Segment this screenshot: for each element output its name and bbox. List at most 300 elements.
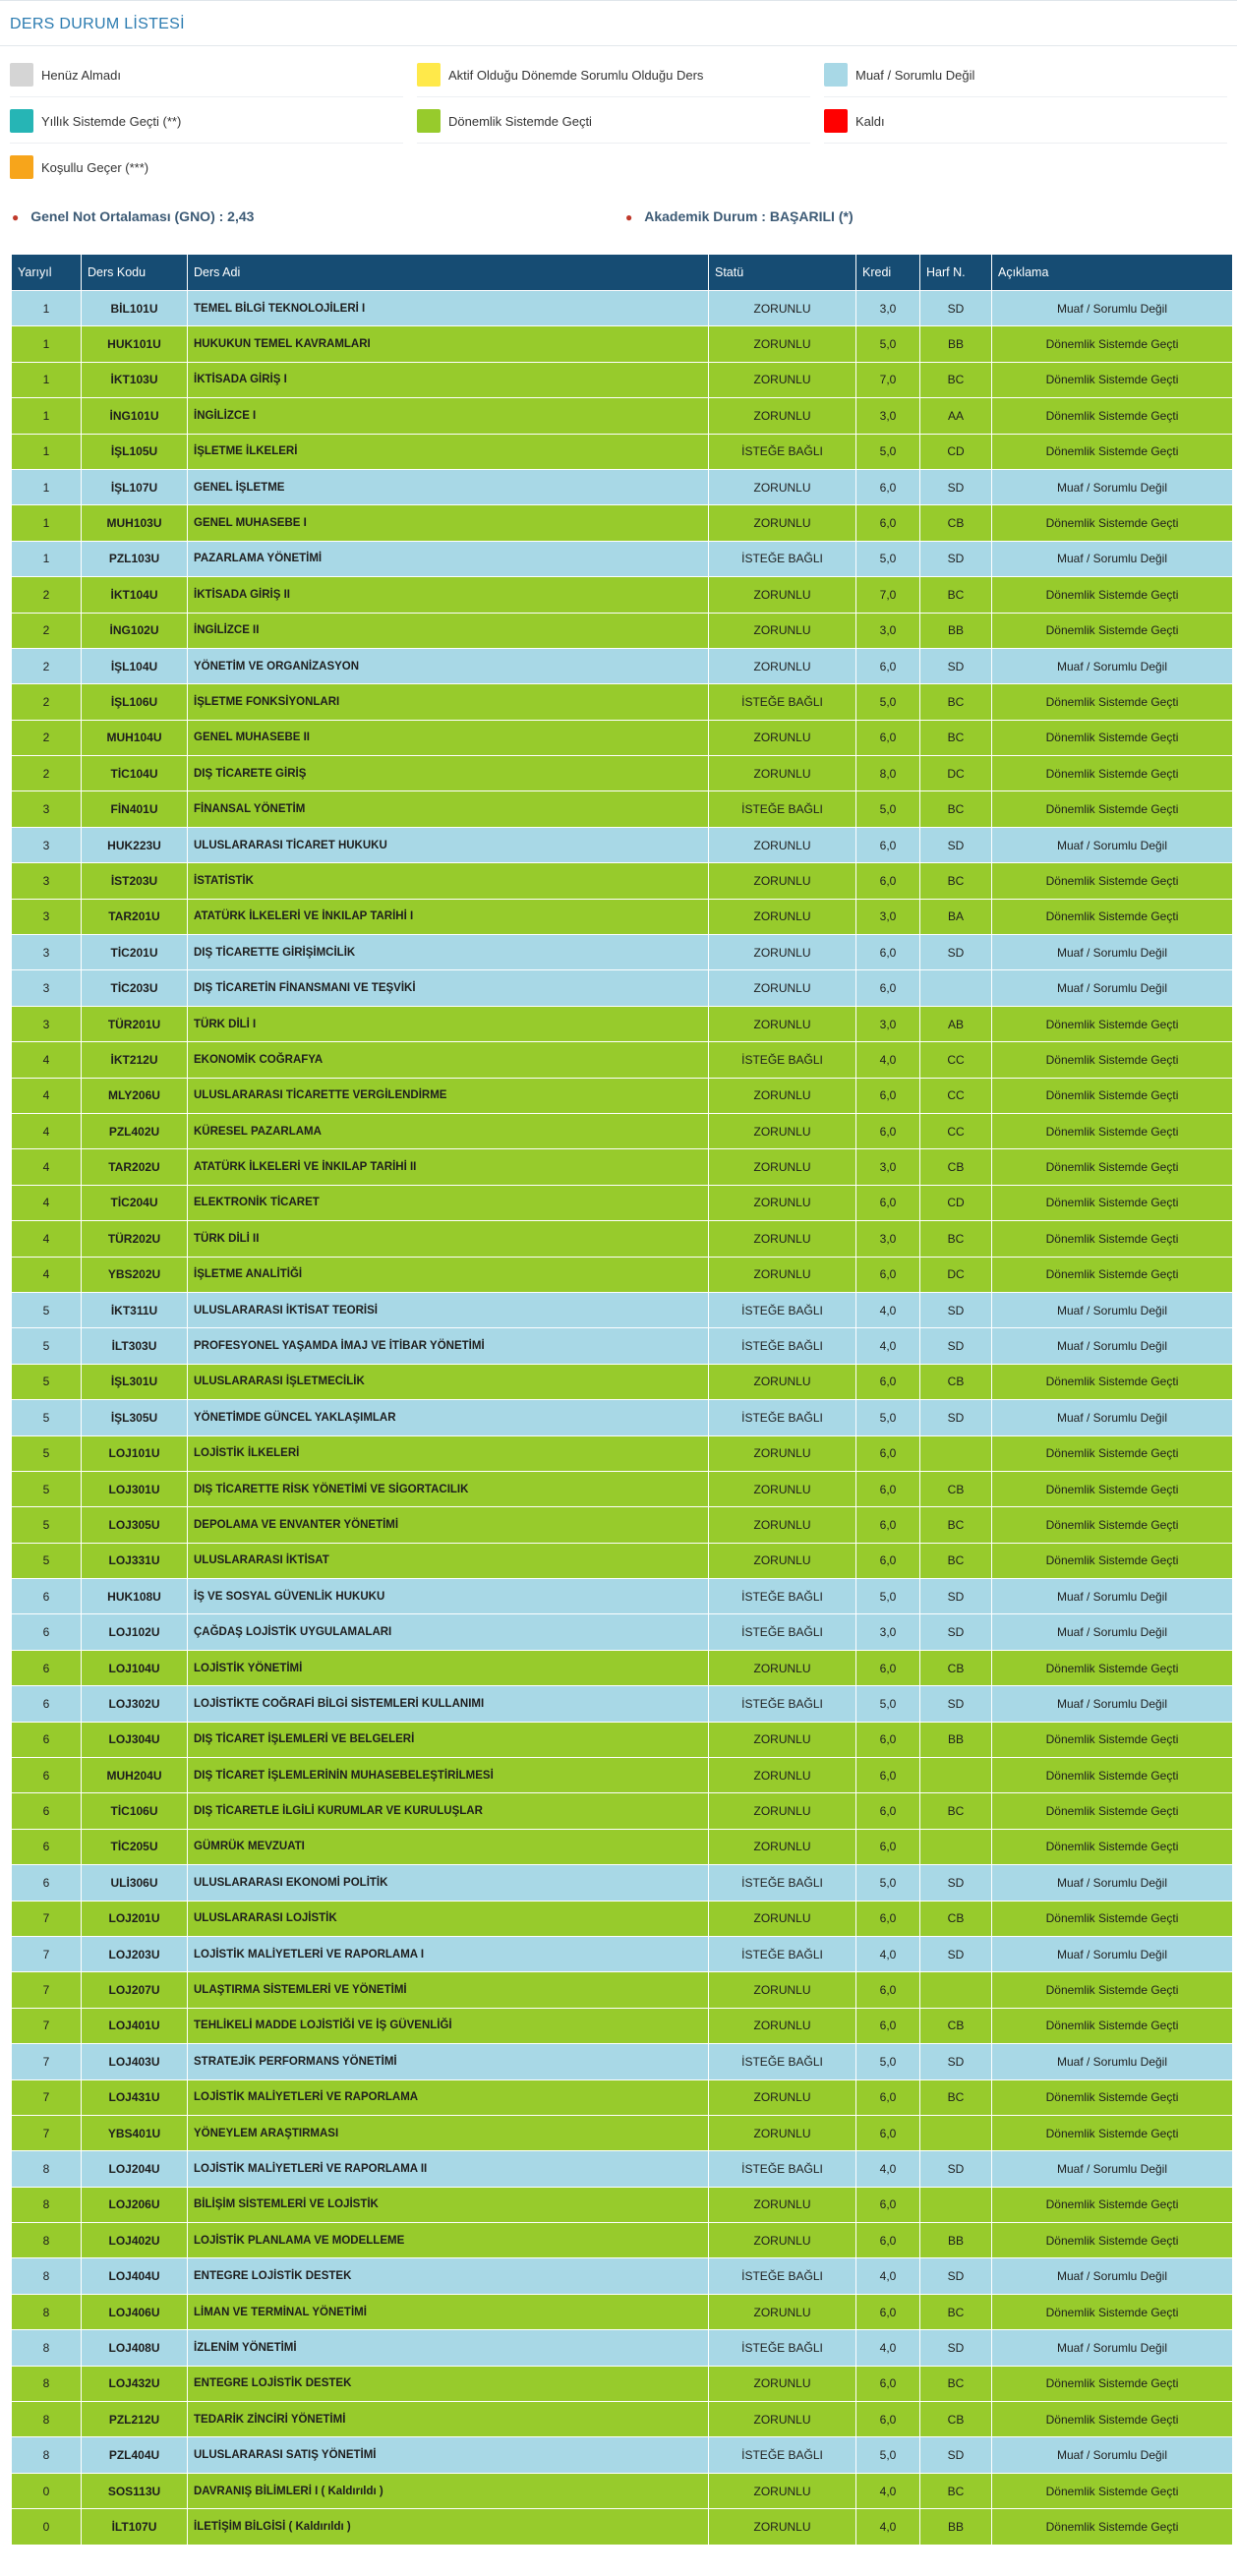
cell-letter-grade: BC	[920, 684, 992, 720]
table-row[interactable]	[12, 434, 1233, 469]
cell-letter-grade: CC	[920, 1113, 992, 1148]
cell-semester: 6	[12, 1614, 82, 1650]
table-row[interactable]	[12, 1221, 1233, 1257]
cell-status: ZORUNLU	[709, 756, 856, 791]
table-row[interactable]	[12, 2402, 1233, 2437]
legend-divider	[417, 143, 810, 144]
cell-semester: 5	[12, 1471, 82, 1506]
cell-credit: 6,0	[856, 1471, 920, 1506]
cell-semester: 2	[12, 756, 82, 791]
legend-label: Muaf / Sorumlu Değil	[855, 67, 975, 83]
cell-course-name: EKONOMİK COĞRAFYA	[188, 1042, 709, 1078]
top-divider	[0, 0, 1237, 1]
cell-course-name: LOJİSTİK MALİYETLERİ VE RAPORLAMA I	[188, 1936, 709, 1971]
col-header-course-code[interactable]: Ders Kodu	[82, 255, 188, 291]
cell-credit: 4,0	[856, 2330, 920, 2366]
cell-description: Dönemlik Sistemde Geçti	[992, 577, 1233, 613]
cell-description: Muaf / Sorumlu Değil	[992, 2151, 1233, 2187]
cell-semester: 5	[12, 1543, 82, 1578]
table-row[interactable]	[12, 1042, 1233, 1078]
cell-credit: 6,0	[856, 1829, 920, 1864]
cell-description: Muaf / Sorumlu Değil	[992, 1292, 1233, 1327]
table-row[interactable]	[12, 1972, 1233, 2008]
cell-course-code: LOJ207U	[82, 1972, 188, 2008]
cell-status: ZORUNLU	[709, 2223, 856, 2258]
cell-status: ZORUNLU	[709, 1435, 856, 1471]
cell-credit: 4,0	[856, 1042, 920, 1078]
legend-item-exempt	[824, 63, 974, 87]
cell-status: ZORUNLU	[709, 2187, 856, 2222]
cell-description: Dönemlik Sistemde Geçti	[992, 1829, 1233, 1864]
cell-status: ZORUNLU	[709, 362, 856, 397]
cell-credit: 6,0	[856, 1078, 920, 1113]
cell-description: Muaf / Sorumlu Değil	[992, 469, 1233, 504]
legend-divider	[824, 143, 1227, 144]
cell-letter-grade: CB	[920, 1471, 992, 1506]
table-row[interactable]	[12, 935, 1233, 970]
cell-semester: 2	[12, 684, 82, 720]
table-row[interactable]	[12, 291, 1233, 326]
legend-label: Yıllık Sistemde Geçti (**)	[41, 113, 182, 129]
cell-course-name: ULUSLARARASI TİCARETTE VERGİLENDİRME	[188, 1078, 709, 1113]
cell-course-name: İŞLETME FONKSİYONLARI	[188, 684, 709, 720]
cell-letter-grade: BC	[920, 2294, 992, 2329]
cell-course-name: DEPOLAMA VE ENVANTER YÖNETİMİ	[188, 1507, 709, 1543]
cell-credit: 3,0	[856, 899, 920, 934]
table-row[interactable]	[12, 1471, 1233, 1506]
cell-course-code: İST203U	[82, 863, 188, 899]
cell-status: ZORUNLU	[709, 648, 856, 683]
cell-course-code: LOJ401U	[82, 2008, 188, 2043]
cell-credit: 5,0	[856, 2044, 920, 2079]
cell-course-code: İLT107U	[82, 2509, 188, 2545]
cell-letter-grade: SD	[920, 2044, 992, 2079]
cell-description: Muaf / Sorumlu Değil	[992, 2044, 1233, 2079]
cell-course-code: LOJ201U	[82, 1901, 188, 1936]
cell-course-name: HUKUKUN TEMEL KAVRAMLARI	[188, 326, 709, 362]
cell-credit: 6,0	[856, 2115, 920, 2150]
cell-letter-grade: BC	[920, 863, 992, 899]
legend-swatch	[10, 109, 33, 133]
table-row[interactable]	[12, 1722, 1233, 1757]
cell-status: İSTEĞE BAĞLI	[709, 1865, 856, 1901]
cell-status: ZORUNLU	[709, 1543, 856, 1578]
cell-credit: 6,0	[856, 1758, 920, 1793]
cell-course-name: DIŞ TİCARETİN FİNANSMANI VE TEŞVİKİ	[188, 970, 709, 1006]
cell-credit: 6,0	[856, 1507, 920, 1543]
cell-semester: 2	[12, 648, 82, 683]
table-row[interactable]	[12, 1793, 1233, 1829]
cell-letter-grade: BB	[920, 2223, 992, 2258]
cell-course-code: İNG102U	[82, 613, 188, 648]
cell-description: Dönemlik Sistemde Geçti	[992, 2223, 1233, 2258]
table-row[interactable]	[12, 970, 1233, 1006]
cell-course-name: İNGİLİZCE I	[188, 398, 709, 434]
cell-semester: 6	[12, 1686, 82, 1722]
cell-description: Dönemlik Sistemde Geçti	[992, 2509, 1233, 2545]
cell-credit: 5,0	[856, 1400, 920, 1435]
cell-semester: 7	[12, 1936, 82, 1971]
cell-status: ZORUNLU	[709, 1793, 856, 1829]
table-row[interactable]	[12, 1686, 1233, 1722]
table-row[interactable]	[12, 1865, 1233, 1901]
cell-letter-grade: CB	[920, 2008, 992, 2043]
cell-course-code: LOJ206U	[82, 2187, 188, 2222]
cell-semester: 1	[12, 362, 82, 397]
cell-description: Dönemlik Sistemde Geçti	[992, 2008, 1233, 2043]
cell-semester: 1	[12, 434, 82, 469]
table-row[interactable]	[12, 2008, 1233, 2043]
cell-status: ZORUNLU	[709, 2115, 856, 2150]
cell-course-name: YÖNETİM VE ORGANİZASYON	[188, 648, 709, 683]
table-header-row	[12, 255, 1233, 291]
cell-course-code: HUK223U	[82, 827, 188, 862]
cell-course-code: TİC205U	[82, 1829, 188, 1864]
table-row[interactable]	[12, 1328, 1233, 1364]
col-header-letter-grade[interactable]: Harf N.	[920, 255, 992, 291]
cell-course-code: İKT212U	[82, 1042, 188, 1078]
legend-label: Henüz Almadı	[41, 67, 121, 83]
cell-course-code: PZL212U	[82, 2402, 188, 2437]
legend-item-semester-passed	[417, 109, 592, 133]
cell-status: ZORUNLU	[709, 1006, 856, 1041]
table-row[interactable]	[12, 2115, 1233, 2150]
cell-description: Dönemlik Sistemde Geçti	[992, 2402, 1233, 2437]
cell-semester: 6	[12, 1758, 82, 1793]
cell-status: ZORUNLU	[709, 1113, 856, 1148]
table-row[interactable]	[12, 1579, 1233, 1614]
table-row[interactable]	[12, 756, 1233, 791]
cell-credit: 6,0	[856, 1113, 920, 1148]
legend-swatch	[824, 109, 848, 133]
legend-label: Aktif Olduğu Dönemde Sorumlu Olduğu Ders	[448, 67, 704, 83]
table-row[interactable]	[12, 1149, 1233, 1185]
cell-description: Dönemlik Sistemde Geçti	[992, 684, 1233, 720]
table-row[interactable]	[12, 863, 1233, 899]
cell-credit: 5,0	[856, 684, 920, 720]
table-row[interactable]	[12, 648, 1233, 683]
cell-course-code: MUH103U	[82, 505, 188, 541]
legend-item-not-taken	[10, 63, 121, 87]
cell-letter-grade: SD	[920, 827, 992, 862]
table-row[interactable]	[12, 1006, 1233, 1041]
cell-semester: 8	[12, 2402, 82, 2437]
cell-description: Muaf / Sorumlu Değil	[992, 648, 1233, 683]
cell-letter-grade: BA	[920, 899, 992, 934]
cell-course-code: TAR201U	[82, 899, 188, 934]
table-row[interactable]	[12, 505, 1233, 541]
legend-swatch	[824, 63, 848, 87]
table-row[interactable]	[12, 1614, 1233, 1650]
table-row[interactable]	[12, 720, 1233, 755]
cell-credit: 6,0	[856, 469, 920, 504]
cell-course-name: ÇAĞDAŞ LOJİSTİK UYGULAMALARI	[188, 1614, 709, 1650]
cell-course-name: ULUSLARARASI SATIŞ YÖNETİMİ	[188, 2437, 709, 2473]
cell-course-code: TÜR202U	[82, 1221, 188, 1257]
table-row[interactable]	[12, 2437, 1233, 2473]
table-row[interactable]	[12, 1936, 1233, 1971]
cell-semester: 1	[12, 541, 82, 576]
table-row[interactable]	[12, 2294, 1233, 2329]
cell-description: Muaf / Sorumlu Değil	[992, 970, 1233, 1006]
table-row[interactable]	[12, 541, 1233, 576]
col-header-credit[interactable]: Kredi	[856, 255, 920, 291]
cell-course-code: HUK108U	[82, 1579, 188, 1614]
cell-description: Dönemlik Sistemde Geçti	[992, 1113, 1233, 1148]
cell-letter-grade	[920, 1829, 992, 1864]
cell-course-name: PAZARLAMA YÖNETİMİ	[188, 541, 709, 576]
cell-course-code: LOJ404U	[82, 2258, 188, 2294]
legend-item-failed	[824, 109, 885, 133]
cell-course-name: YÖNETİMDE GÜNCEL YAKLAŞIMLAR	[188, 1400, 709, 1435]
cell-letter-grade: CD	[920, 1185, 992, 1220]
cell-description: Dönemlik Sistemde Geçti	[992, 505, 1233, 541]
table-row[interactable]	[12, 1901, 1233, 1936]
cell-credit: 3,0	[856, 398, 920, 434]
table-row[interactable]	[12, 2509, 1233, 2545]
cell-letter-grade: SD	[920, 2151, 992, 2187]
table-row[interactable]	[12, 1543, 1233, 1578]
cell-semester: 6	[12, 1793, 82, 1829]
cell-credit: 7,0	[856, 577, 920, 613]
table-row[interactable]	[12, 827, 1233, 862]
cell-status: ZORUNLU	[709, 1471, 856, 1506]
cell-status: ZORUNLU	[709, 2473, 856, 2508]
cell-credit: 6,0	[856, 2366, 920, 2401]
col-header-description[interactable]: Açıklama	[992, 255, 1233, 291]
table-row[interactable]	[12, 469, 1233, 504]
table-row[interactable]	[12, 326, 1233, 362]
cell-credit: 5,0	[856, 541, 920, 576]
table-row[interactable]	[12, 1364, 1233, 1399]
table-row[interactable]	[12, 1758, 1233, 1793]
cell-course-code: İKT103U	[82, 362, 188, 397]
cell-credit: 6,0	[856, 1185, 920, 1220]
cell-course-code: PZL103U	[82, 541, 188, 576]
table-row[interactable]	[12, 2473, 1233, 2508]
table-row[interactable]	[12, 577, 1233, 613]
cell-credit: 7,0	[856, 362, 920, 397]
cell-semester: 8	[12, 2294, 82, 2329]
cell-status: İSTEĞE BAĞLI	[709, 1614, 856, 1650]
col-header-status[interactable]: Statü	[709, 255, 856, 291]
cell-course-code: LOJ301U	[82, 1471, 188, 1506]
cell-credit: 6,0	[856, 970, 920, 1006]
cell-credit: 3,0	[856, 1149, 920, 1185]
cell-semester: 6	[12, 1650, 82, 1685]
cell-course-code: İŞL106U	[82, 684, 188, 720]
cell-letter-grade: BC	[920, 2079, 992, 2115]
cell-status: İSTEĞE BAĞLI	[709, 1686, 856, 1722]
table-row[interactable]	[12, 1257, 1233, 1292]
cell-semester: 3	[12, 827, 82, 862]
bullet-icon: ●	[625, 210, 633, 224]
col-header-course-name[interactable]: Ders Adi	[188, 255, 709, 291]
table-row[interactable]	[12, 1078, 1233, 1113]
legend-item-active-responsible	[417, 63, 703, 87]
cell-course-name: TEHLİKELİ MADDE LOJİSTİĞİ VE İŞ GÜVENLİĞİ	[188, 2008, 709, 2043]
cell-course-name: ULUSLARARASI TİCARET HUKUKU	[188, 827, 709, 862]
cell-course-code: TÜR201U	[82, 1006, 188, 1041]
table-row[interactable]	[12, 791, 1233, 827]
cell-letter-grade: BB	[920, 326, 992, 362]
cell-letter-grade: SD	[920, 2258, 992, 2294]
cell-course-code: İKT104U	[82, 577, 188, 613]
course-status-table	[11, 254, 1233, 2546]
cell-credit: 6,0	[856, 935, 920, 970]
cell-letter-grade: SD	[920, 1579, 992, 1614]
table-row[interactable]	[12, 362, 1233, 397]
cell-description: Dönemlik Sistemde Geçti	[992, 1257, 1233, 1292]
cell-course-name: DIŞ TİCARET İŞLEMLERİNİN MUHASEBELEŞTİRİLMESİ	[188, 1758, 709, 1793]
cell-course-code: İNG101U	[82, 398, 188, 434]
table-row[interactable]	[12, 1507, 1233, 1543]
cell-credit: 4,0	[856, 1292, 920, 1327]
cell-description: Dönemlik Sistemde Geçti	[992, 2294, 1233, 2329]
cell-status: ZORUNLU	[709, 577, 856, 613]
cell-description: Dönemlik Sistemde Geçti	[992, 2473, 1233, 2508]
cell-letter-grade: CC	[920, 1042, 992, 1078]
cell-semester: 1	[12, 469, 82, 504]
cell-letter-grade: SD	[920, 1614, 992, 1650]
table-row[interactable]	[12, 2151, 1233, 2187]
cell-description: Dönemlik Sistemde Geçti	[992, 1042, 1233, 1078]
cell-course-code: LOJ305U	[82, 1507, 188, 1543]
cell-letter-grade: SD	[920, 1936, 992, 1971]
legend-label: Kaldı	[855, 113, 885, 129]
cell-description: Dönemlik Sistemde Geçti	[992, 1221, 1233, 1257]
cell-semester: 4	[12, 1078, 82, 1113]
cell-course-name: TÜRK DİLİ I	[188, 1006, 709, 1041]
cell-semester: 1	[12, 398, 82, 434]
gno-text: Genel Not Ortalaması (GNO) : 2,43	[30, 208, 255, 224]
cell-description: Muaf / Sorumlu Değil	[992, 291, 1233, 326]
cell-course-code: BİL101U	[82, 291, 188, 326]
cell-status: ZORUNLU	[709, 2509, 856, 2545]
cell-description: Dönemlik Sistemde Geçti	[992, 1149, 1233, 1185]
cell-description: Dönemlik Sistemde Geçti	[992, 362, 1233, 397]
cell-course-code: PZL402U	[82, 1113, 188, 1148]
cell-description: Muaf / Sorumlu Değil	[992, 1400, 1233, 1435]
cell-description: Dönemlik Sistemde Geçti	[992, 1901, 1233, 1936]
cell-course-name: TÜRK DİLİ II	[188, 1221, 709, 1257]
cell-letter-grade: SD	[920, 1328, 992, 1364]
cell-course-code: LOJ101U	[82, 1435, 188, 1471]
table-row[interactable]	[12, 2187, 1233, 2222]
cell-semester: 4	[12, 1149, 82, 1185]
cell-course-code: LOJ203U	[82, 1936, 188, 1971]
table-row[interactable]	[12, 1435, 1233, 1471]
cell-credit: 4,0	[856, 1936, 920, 1971]
cell-letter-grade: CC	[920, 1078, 992, 1113]
cell-credit: 5,0	[856, 1865, 920, 1901]
cell-status: ZORUNLU	[709, 1758, 856, 1793]
cell-course-name: PROFESYONEL YAŞAMDA İMAJ VE İTİBAR YÖNETİMİ	[188, 1328, 709, 1364]
cell-description: Dönemlik Sistemde Geçti	[992, 2115, 1233, 2150]
cell-letter-grade: CD	[920, 434, 992, 469]
cell-status: İSTEĞE BAĞLI	[709, 791, 856, 827]
cell-status: ZORUNLU	[709, 1078, 856, 1113]
table-row[interactable]	[12, 2330, 1233, 2366]
cell-letter-grade	[920, 2115, 992, 2150]
cell-credit: 3,0	[856, 1006, 920, 1041]
cell-course-name: KÜRESEL PAZARLAMA	[188, 1113, 709, 1148]
cell-semester: 6	[12, 1829, 82, 1864]
cell-letter-grade: BC	[920, 1221, 992, 1257]
table-row[interactable]	[12, 1292, 1233, 1327]
table-row[interactable]	[12, 899, 1233, 934]
cell-description: Dönemlik Sistemde Geçti	[992, 1435, 1233, 1471]
cell-description: Dönemlik Sistemde Geçti	[992, 1793, 1233, 1829]
cell-semester: 6	[12, 1865, 82, 1901]
table-row[interactable]	[12, 2258, 1233, 2294]
table-row[interactable]	[12, 2366, 1233, 2401]
table-row[interactable]	[12, 2223, 1233, 2258]
cell-description: Dönemlik Sistemde Geçti	[992, 1185, 1233, 1220]
cell-letter-grade: SD	[920, 2330, 992, 2366]
cell-description: Dönemlik Sistemde Geçti	[992, 1650, 1233, 1685]
cell-description: Dönemlik Sistemde Geçti	[992, 1758, 1233, 1793]
cell-status: ZORUNLU	[709, 2008, 856, 2043]
cell-course-code: İŞL105U	[82, 434, 188, 469]
cell-status: İSTEĞE BAĞLI	[709, 1579, 856, 1614]
cell-course-name: ULUSLARARASI EKONOMİ POLİTİK	[188, 1865, 709, 1901]
cell-description: Dönemlik Sistemde Geçti	[992, 434, 1233, 469]
table-row[interactable]	[12, 1185, 1233, 1220]
cell-description: Muaf / Sorumlu Değil	[992, 1579, 1233, 1614]
cell-status: İSTEĞE BAĞLI	[709, 2151, 856, 2187]
table-row[interactable]	[12, 1829, 1233, 1864]
table-row[interactable]	[12, 2079, 1233, 2115]
table-row[interactable]	[12, 1113, 1233, 1148]
cell-course-code: LOJ302U	[82, 1686, 188, 1722]
col-header-semester[interactable]: Yarıyıl	[12, 255, 82, 291]
table-row[interactable]	[12, 1650, 1233, 1685]
cell-status: ZORUNLU	[709, 720, 856, 755]
cell-semester: 5	[12, 1507, 82, 1543]
cell-course-name: ENTEGRE LOJİSTİK DESTEK	[188, 2258, 709, 2294]
cell-credit: 5,0	[856, 2437, 920, 2473]
cell-status: ZORUNLU	[709, 1972, 856, 2008]
table-row[interactable]	[12, 684, 1233, 720]
cell-credit: 6,0	[856, 1364, 920, 1399]
cell-credit: 6,0	[856, 1257, 920, 1292]
table-row[interactable]	[12, 613, 1233, 648]
cell-letter-grade: BB	[920, 2509, 992, 2545]
cell-course-code: TİC204U	[82, 1185, 188, 1220]
table-row[interactable]	[12, 398, 1233, 434]
cell-description: Muaf / Sorumlu Değil	[992, 1614, 1233, 1650]
cell-course-name: DIŞ TİCARET İŞLEMLERİ VE BELGELERİ	[188, 1722, 709, 1757]
cell-course-name: BİLİŞİM SİSTEMLERİ VE LOJİSTİK	[188, 2187, 709, 2222]
cell-course-code: LOJ304U	[82, 1722, 188, 1757]
cell-semester: 0	[12, 2473, 82, 2508]
cell-letter-grade: BB	[920, 613, 992, 648]
cell-letter-grade: BC	[920, 791, 992, 827]
cell-course-name: STRATEJİK PERFORMANS YÖNETİMİ	[188, 2044, 709, 2079]
cell-semester: 8	[12, 2437, 82, 2473]
cell-credit: 4,0	[856, 2258, 920, 2294]
table-row[interactable]	[12, 2044, 1233, 2079]
cell-course-code: İŞL301U	[82, 1364, 188, 1399]
cell-course-name: İZLENİM YÖNETİMİ	[188, 2330, 709, 2366]
cell-course-code: İLT303U	[82, 1328, 188, 1364]
cell-semester: 4	[12, 1257, 82, 1292]
cell-status: İSTEĞE BAĞLI	[709, 684, 856, 720]
table-row[interactable]	[12, 1400, 1233, 1435]
cell-course-code: TİC201U	[82, 935, 188, 970]
cell-course-code: FİN401U	[82, 791, 188, 827]
